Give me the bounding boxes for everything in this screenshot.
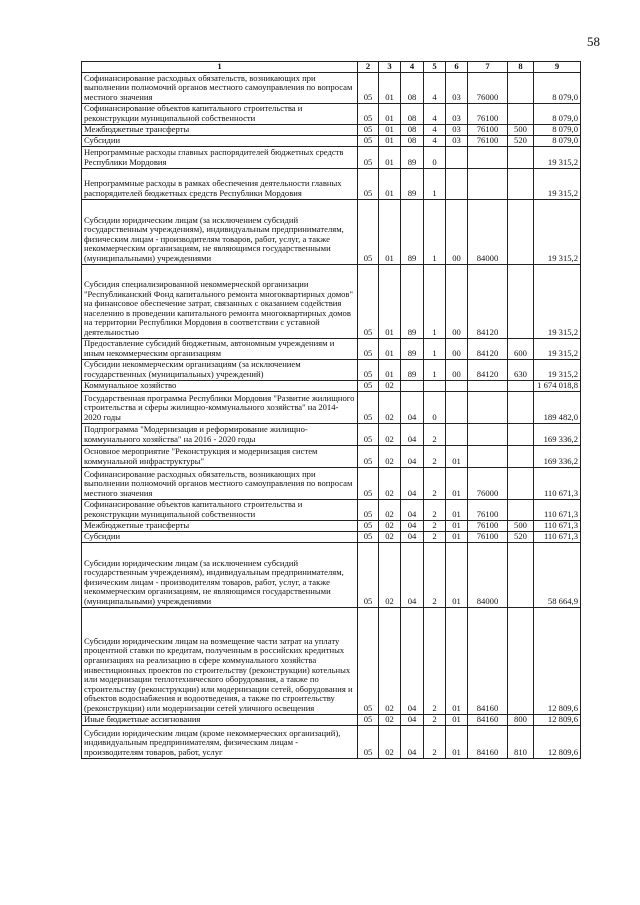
subprogram-code: 4 [424, 72, 446, 103]
section-code: 05 [358, 135, 379, 146]
expense-type-code: 630 [508, 359, 534, 380]
amount: 1 674 018,8 [534, 380, 581, 391]
program-code: 08 [401, 103, 424, 124]
amount: 12 809,6 [534, 714, 581, 725]
activity-code: 01 [446, 445, 468, 467]
subprogram-code: 2 [424, 499, 446, 520]
subsection-code: 01 [379, 146, 401, 168]
table-row [82, 359, 581, 380]
section-code: 05 [358, 124, 379, 135]
activity-code: 03 [446, 124, 468, 135]
direction-code: 76000 [468, 467, 508, 499]
subsection-code: 02 [379, 445, 401, 467]
table-row [82, 380, 581, 391]
expense-type-code: 520 [508, 531, 534, 542]
table-row [82, 391, 581, 423]
subprogram-code: 2 [424, 725, 446, 758]
direction-code: 84120 [468, 359, 508, 380]
table-row [82, 338, 581, 359]
activity-code: 01 [446, 520, 468, 531]
table-row [82, 135, 581, 146]
subsection-code: 02 [379, 467, 401, 499]
row-name: Межбюджетные трансферты [82, 124, 358, 135]
subprogram-code: 1 [424, 199, 446, 264]
subsection-code: 02 [379, 542, 401, 607]
direction-code: 84120 [468, 264, 508, 338]
column-header: 2 [358, 62, 379, 73]
section-code: 05 [358, 380, 379, 391]
activity-code: 01 [446, 531, 468, 542]
subsection-code: 02 [379, 380, 401, 391]
column-header: 9 [534, 62, 581, 73]
section-code: 05 [358, 445, 379, 467]
section-code: 05 [358, 542, 379, 607]
amount: 19 315,2 [534, 338, 581, 359]
subsection-code: 02 [379, 714, 401, 725]
amount: 110 671,3 [534, 499, 581, 520]
subprogram-code: 2 [424, 520, 446, 531]
direction-code: 76100 [468, 531, 508, 542]
program-code: 04 [401, 445, 424, 467]
page-number: 58 [587, 34, 600, 49]
activity-code [446, 423, 468, 445]
row-name: Софинансирование расходных обязательств, возникающих при выполнении полномочий органов местного самоуправления по вопросам местного значения [82, 72, 358, 103]
direction-code: 84160 [468, 714, 508, 725]
program-code: 04 [401, 725, 424, 758]
section-code: 05 [358, 607, 379, 714]
row-name: Субсидии [82, 135, 358, 146]
amount: 19 315,2 [534, 168, 581, 199]
amount: 110 671,3 [534, 531, 581, 542]
row-name: Коммунальное хозяйство [82, 380, 358, 391]
section-code: 05 [358, 714, 379, 725]
table-row [82, 72, 581, 103]
subprogram-code: 2 [424, 423, 446, 445]
expense-type-code [508, 423, 534, 445]
amount: 19 315,2 [534, 359, 581, 380]
program-code: 04 [401, 467, 424, 499]
table-row [82, 146, 581, 168]
program-code: 04 [401, 542, 424, 607]
row-name: Субсидии некоммерческим организациям (за исключением государственных (муниципальных) учреждений) [82, 359, 358, 380]
column-header: 1 [82, 62, 358, 73]
direction-code: 76100 [468, 135, 508, 146]
expense-type-code [508, 168, 534, 199]
row-name: Субсидии юридическим лицам на возмещение части затрат на уплату процентной ставки по кредитам, полученным в российских кредитных организациях на реализацию в сфере коммунального хозяйства инвестиционных проектов по строительству (реконструкции) котельных или модернизации теплотехнического оборудования, а также по строительству (реконструкции) или модернизации сетей, оборудования и объектов водоснабжения и водоотведения, а также по строительству (реконструкции) или модернизации сетей уличного освещения [82, 607, 358, 714]
program-code: 04 [401, 423, 424, 445]
budget-table [81, 61, 581, 759]
subsection-code: 01 [379, 135, 401, 146]
activity-code [446, 146, 468, 168]
program-code: 89 [401, 338, 424, 359]
expense-type-code: 520 [508, 135, 534, 146]
column-header: 6 [446, 62, 468, 73]
subprogram-code: 1 [424, 338, 446, 359]
subsection-code: 02 [379, 725, 401, 758]
program-code: 04 [401, 607, 424, 714]
row-name: Непрограммные расходы в рамках обеспечения деятельности главных распорядителей бюджетных средств Республики Мордовия [82, 168, 358, 199]
row-name: Иные бюджетные ассигнования [82, 714, 358, 725]
expense-type-code [508, 499, 534, 520]
activity-code: 00 [446, 264, 468, 338]
subprogram-code: 1 [424, 264, 446, 338]
row-name: Субсидии юридическим лицам (кроме некоммерческих организаций), индивидуальным предпринимателям, физическим лицам - производителям товаров, работ, услуг [82, 725, 358, 758]
section-code: 05 [358, 168, 379, 199]
section-code: 05 [358, 423, 379, 445]
amount: 12 809,6 [534, 725, 581, 758]
row-name: Межбюджетные трансферты [82, 520, 358, 531]
activity-code: 01 [446, 542, 468, 607]
direction-code [468, 391, 508, 423]
table-row [82, 124, 581, 135]
table-row [82, 499, 581, 520]
row-name: Субсидии юридическим лицам (за исключением субсидий государственным учреждениям), индивидуальным предпринимателям, физическим лицам - производителям товаров, работ, услуг, а также некоммерческим организациям, не являющимся государственными (муниципальными) учреждениями [82, 542, 358, 607]
amount: 169 336,2 [534, 445, 581, 467]
expense-type-code [508, 542, 534, 607]
table-row [82, 714, 581, 725]
section-code: 05 [358, 146, 379, 168]
subsection-code: 01 [379, 72, 401, 103]
direction-code [468, 168, 508, 199]
column-header: 7 [468, 62, 508, 73]
expense-type-code [508, 607, 534, 714]
row-name: Субсидии юридическим лицам (за исключением субсидий государственным учреждениям), индивидуальным предпринимателям, физическим лицам - производителям товаров, работ, услуг, а также некоммерческим организациям, не являющимся государственными (муниципальными) учреждениями [82, 199, 358, 264]
expense-type-code: 810 [508, 725, 534, 758]
program-code: 89 [401, 359, 424, 380]
direction-code [468, 423, 508, 445]
expense-type-code [508, 391, 534, 423]
subprogram-code: 1 [424, 359, 446, 380]
row-name: Основное мероприятие "Реконструкция и модернизация систем коммунальной инфраструктуры" [82, 445, 358, 467]
program-code: 89 [401, 146, 424, 168]
subprogram-code [424, 380, 446, 391]
expense-type-code: 800 [508, 714, 534, 725]
subsection-code: 01 [379, 103, 401, 124]
subsection-code: 01 [379, 199, 401, 264]
activity-code: 01 [446, 467, 468, 499]
expense-type-code [508, 72, 534, 103]
expense-type-code: 600 [508, 338, 534, 359]
subsection-code: 01 [379, 264, 401, 338]
section-code: 05 [358, 103, 379, 124]
activity-code: 01 [446, 714, 468, 725]
subprogram-code: 2 [424, 531, 446, 542]
subsection-code: 02 [379, 423, 401, 445]
table-row [82, 725, 581, 758]
direction-code: 76100 [468, 520, 508, 531]
amount: 8 079,0 [534, 124, 581, 135]
subsection-code: 02 [379, 499, 401, 520]
program-code: 04 [401, 391, 424, 423]
row-name: Софинансирование расходных обязательств, возникающих при выполнении полномочий органов местного самоуправления по вопросам местного значения [82, 467, 358, 499]
row-name: Софинансирование объектов капитального строительства и реконструкции муниципальной собственности [82, 499, 358, 520]
activity-code: 00 [446, 338, 468, 359]
table-row [82, 467, 581, 499]
activity-code: 03 [446, 103, 468, 124]
section-code: 05 [358, 72, 379, 103]
program-code: 08 [401, 135, 424, 146]
table-row [82, 199, 581, 264]
expense-type-code [508, 380, 534, 391]
expense-type-code: 500 [508, 520, 534, 531]
subsection-code: 01 [379, 338, 401, 359]
subsection-code: 02 [379, 391, 401, 423]
activity-code [446, 380, 468, 391]
activity-code: 01 [446, 499, 468, 520]
amount: 110 671,3 [534, 520, 581, 531]
table-header-row [82, 62, 581, 73]
subprogram-code: 2 [424, 542, 446, 607]
row-name: Субсидии [82, 531, 358, 542]
column-header: 8 [508, 62, 534, 73]
section-code: 05 [358, 199, 379, 264]
direction-code: 76000 [468, 72, 508, 103]
program-code: 04 [401, 714, 424, 725]
subprogram-code: 0 [424, 391, 446, 423]
table-body [82, 72, 581, 758]
table-row [82, 423, 581, 445]
subprogram-code: 2 [424, 607, 446, 714]
activity-code: 01 [446, 607, 468, 714]
table-row [82, 542, 581, 607]
subsection-code: 02 [379, 607, 401, 714]
section-code: 05 [358, 359, 379, 380]
amount: 8 079,0 [534, 72, 581, 103]
expense-type-code [508, 146, 534, 168]
expense-type-code [508, 445, 534, 467]
direction-code: 76100 [468, 499, 508, 520]
section-code: 05 [358, 725, 379, 758]
table-row [82, 520, 581, 531]
amount: 19 315,2 [534, 146, 581, 168]
direction-code: 84160 [468, 725, 508, 758]
expense-type-code [508, 264, 534, 338]
row-name: Субсидия специализированной некоммерческой организации "Республиканский Фонд капитального ремонта многоквартирных домов" на финансовое обеспечение затрат, связанных с оказанием содействия населению в проведении капитального ремонта многоквартирных домов на территории Республики Мордовия в соответствии с уставной деятельностью [82, 264, 358, 338]
subprogram-code: 1 [424, 168, 446, 199]
amount: 110 671,3 [534, 467, 581, 499]
expense-type-code [508, 467, 534, 499]
subprogram-code: 2 [424, 714, 446, 725]
row-name: Государственная программа Республики Мордовия "Развитие жилищного строительства и сферы жилищно-коммунального хозяйства" на 2014-2020 годы [82, 391, 358, 423]
section-code: 05 [358, 499, 379, 520]
program-code: 08 [401, 72, 424, 103]
amount: 8 079,0 [534, 135, 581, 146]
amount: 12 809,6 [534, 607, 581, 714]
program-code: 08 [401, 124, 424, 135]
amount: 19 315,2 [534, 199, 581, 264]
section-code: 05 [358, 520, 379, 531]
table-row [82, 445, 581, 467]
direction-code: 84160 [468, 607, 508, 714]
direction-code: 84000 [468, 542, 508, 607]
amount: 8 079,0 [534, 103, 581, 124]
direction-code [468, 380, 508, 391]
amount: 19 315,2 [534, 264, 581, 338]
direction-code: 84000 [468, 199, 508, 264]
activity-code [446, 168, 468, 199]
direction-code [468, 146, 508, 168]
program-code: 89 [401, 199, 424, 264]
expense-type-code: 500 [508, 124, 534, 135]
expense-type-code [508, 199, 534, 264]
activity-code: 00 [446, 359, 468, 380]
table-row [82, 607, 581, 714]
table-row [82, 103, 581, 124]
section-code: 05 [358, 264, 379, 338]
table-row [82, 168, 581, 199]
program-code: 89 [401, 168, 424, 199]
activity-code: 03 [446, 135, 468, 146]
direction-code: 76100 [468, 124, 508, 135]
subsection-code: 01 [379, 168, 401, 199]
direction-code [468, 445, 508, 467]
amount: 169 336,2 [534, 423, 581, 445]
activity-code: 01 [446, 725, 468, 758]
table-row [82, 531, 581, 542]
activity-code: 00 [446, 199, 468, 264]
program-code: 89 [401, 264, 424, 338]
amount: 58 664,9 [534, 542, 581, 607]
subprogram-code: 4 [424, 135, 446, 146]
section-code: 05 [358, 531, 379, 542]
row-name: Софинансирование объектов капитального строительства и реконструкции муниципальной собственности [82, 103, 358, 124]
column-header: 3 [379, 62, 401, 73]
amount: 189 482,0 [534, 391, 581, 423]
table-row [82, 264, 581, 338]
program-code: 04 [401, 499, 424, 520]
section-code: 05 [358, 467, 379, 499]
section-code: 05 [358, 391, 379, 423]
subprogram-code: 2 [424, 445, 446, 467]
activity-code [446, 391, 468, 423]
program-code: 04 [401, 520, 424, 531]
row-name: Предоставление субсидий бюджетным, автономным учреждениям и иным некоммерческим организациям [82, 338, 358, 359]
subsection-code: 02 [379, 531, 401, 542]
direction-code: 76100 [468, 103, 508, 124]
column-header: 4 [401, 62, 424, 73]
program-code: 04 [401, 531, 424, 542]
expense-type-code [508, 103, 534, 124]
row-name: Подпрограмма "Модернизация и реформирование жилищно-коммунального хозяйства" на 2016 - 2020 годы [82, 423, 358, 445]
subprogram-code: 4 [424, 103, 446, 124]
subprogram-code: 2 [424, 467, 446, 499]
direction-code: 84120 [468, 338, 508, 359]
program-code [401, 380, 424, 391]
row-name: Непрограммные расходы главных распорядителей бюджетных средств Республики Мордовия [82, 146, 358, 168]
subsection-code: 02 [379, 520, 401, 531]
subsection-code: 01 [379, 124, 401, 135]
subprogram-code: 4 [424, 124, 446, 135]
subprogram-code: 0 [424, 146, 446, 168]
column-header: 5 [424, 62, 446, 73]
section-code: 05 [358, 338, 379, 359]
activity-code: 03 [446, 72, 468, 103]
subsection-code: 01 [379, 359, 401, 380]
